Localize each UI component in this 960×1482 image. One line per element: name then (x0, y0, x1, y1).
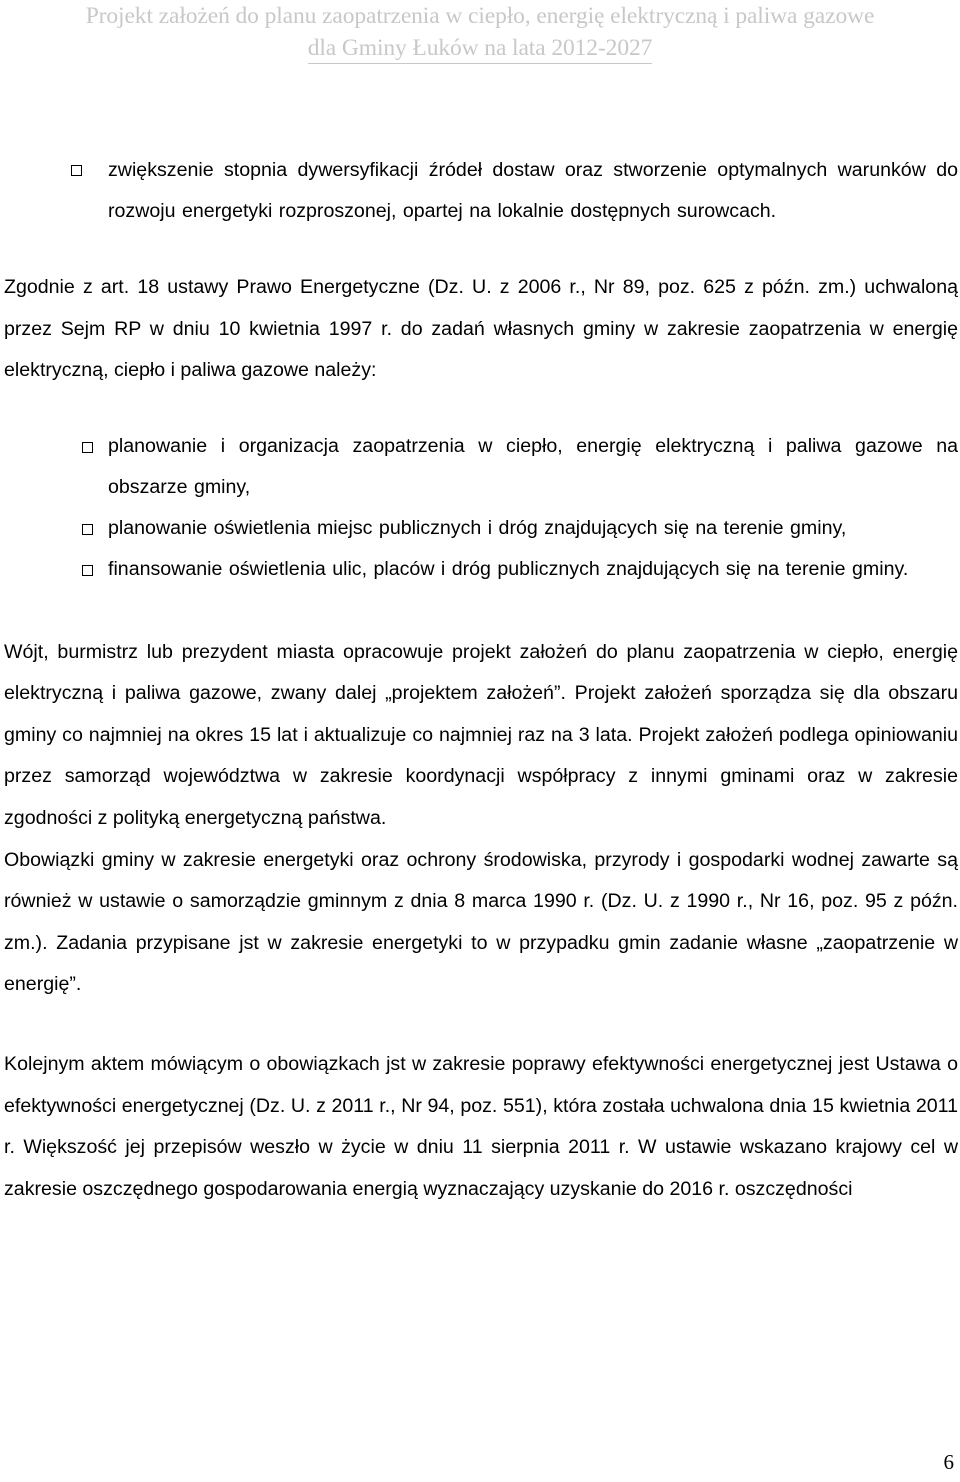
header-title-line2: dla Gminy Łuków na lata 2012-2027 (308, 33, 653, 64)
list-item (4, 508, 958, 549)
bullet-list-top (4, 150, 958, 232)
bullet-list-tasks (4, 426, 958, 591)
checkbox-square-icon (82, 442, 93, 453)
list-item-text: zwiększenie stopnia dywersyfikacji źródeł dostaw oraz stworzenie optymalnych warunków do rozwoju energetyki rozproszonej, opartej na lokalnie dostępnych surowcach. (108, 159, 958, 222)
list-item (4, 549, 958, 590)
checkbox-square-icon (82, 565, 93, 576)
paragraph-legal-basis: Zgodnie z art. 18 ustawy Prawo Energetyczne (Dz. U. z 2006 r., Nr 89, poz. 625 z późn. zm.) uchwaloną przez Sejm RP w dniu 10 kwietnia 1997 r. do zadań własnych gminy w zakresie zaopatrzenia w energię elektryczną, ciepło i paliwa gazowe należy: (4, 276, 958, 382)
document-body (4, 150, 958, 1210)
list-item-text: planowanie oświetlenia miejsc publicznych i dróg znajdujących się na terenie gminy, (108, 517, 847, 540)
paragraph-municipal-duties: Obowiązki gminy w zakresie energetyki oraz ochrony środowiska, przyrody i gospodarki wodnej zawarte są również w ustawie o samorządzie gminnym z dnia 8 marca 1990 r. (Dz. U. z 1990 r., Nr 16, poz. 95 z późn. zm.). Zadania przypisane jst w zakresie energetyki to w przypadku gmin zadanie własne „zaopatrzenie w energię”. (4, 848, 958, 996)
checkbox-square-icon (82, 524, 93, 535)
list-item (4, 150, 958, 232)
list-item-text: planowanie i organizacja zaopatrzenia w ciepło, energię elektryczną i paliwa gazowe na obszarze gminy, (108, 434, 958, 498)
checkbox-square-icon (71, 165, 82, 176)
list-item-text: finansowanie oświetlenia ulic, placów i dróg publicznych znajdujących się na terenie gminy. (108, 558, 909, 581)
header-title-line1: Projekt założeń do planu zaopatrzenia w ciepło, energię elektryczną i paliwa gazowe (85, 3, 875, 29)
paragraph-project-assumptions: Wójt, burmistrz lub prezydent miasta opracowuje projekt założeń do planu zaopatrzenia w ciepło, energię elektryczną i paliwa gazowe, zwany dalej „projektem założeń”. Projekt założeń sporządza się dla obszaru gminy co najmniej na okres 15 lat i aktualizuje co najmniej raz na 3 lata. Projekt założeń podlega opiniowaniu przez samorząd województwa w zakresie koordynacji współpracy z innymi gminami oraz w zakresie zgodności z polityką energetyczną państwa. (4, 640, 958, 829)
page-header (0, 0, 960, 64)
list-item (4, 426, 958, 508)
page-number: 6 (943, 1450, 954, 1474)
paragraph-energy-efficiency-act: Kolejnym aktem mówiącym o obowiązkach jst w zakresie poprawy efektywności energetycznej jest Ustawa o efektywności energetycznej (Dz. U. z 2011 r., Nr 94, poz. 551), która została uchwalona dnia 15 kwietnia 2011 r. Większość jej przepisów weszło w życie w dniu 11 sierpnia 2011 r. W ustawie wskazano krajowy cel w zakresie oszczędnego gospodarowania energią wyznaczający uzyskanie do 2016 r. oszczędności (4, 1052, 958, 1200)
